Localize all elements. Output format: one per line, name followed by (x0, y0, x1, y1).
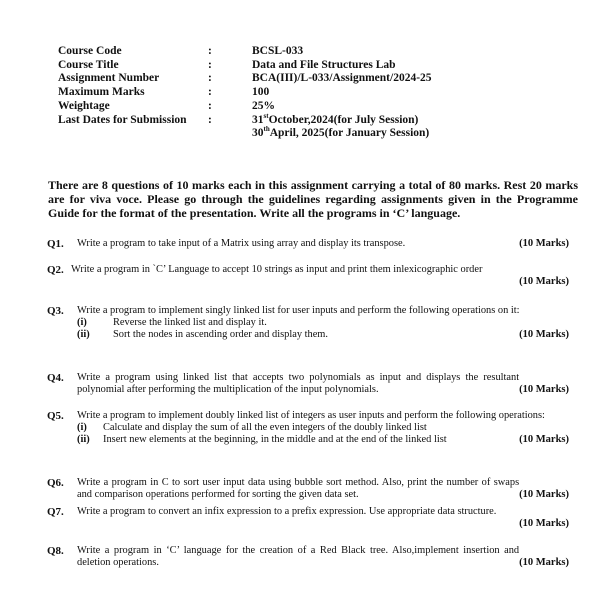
course-code-label: Course Code (58, 45, 122, 57)
question-number: Q3. (47, 305, 64, 317)
sub-question-ii (77, 434, 569, 446)
question-4 (47, 372, 569, 396)
question-text: Write a program in ‘C’ language for the creation of a Red Black tree. Also,implement insertion and deletion operations. (77, 545, 520, 568)
question-text: Write a program in C to sort user input data using bubble sort method. Also, print the number of swaps and comparison operations performed for sorting the given data set. (77, 477, 520, 500)
date-rest: April, 2025(for January Session) (269, 127, 430, 140)
sub-question-text: Sort the nodes in ascending order and display them. (113, 329, 328, 340)
last-date-january (252, 127, 429, 141)
question-text: Write a program to convert an infix expression to a prefix expression. Use appropriate data structure. (77, 506, 497, 517)
sub-question-ii (77, 329, 569, 341)
question-number: Q4. (47, 372, 64, 384)
last-dates-label: Last Dates for Submission (58, 113, 187, 126)
question-7 (47, 506, 569, 530)
weightage-value: 25% (252, 99, 275, 112)
question-3 (47, 305, 569, 341)
colon: : (208, 72, 212, 85)
date-day: 31 (252, 113, 264, 126)
last-date-july (252, 111, 419, 128)
question-marks: (10 Marks) (519, 557, 569, 568)
question-text: Write a program to take input of a Matrix using array and display its transpose. (77, 238, 406, 249)
question-marks: (10 Marks) (519, 329, 569, 340)
question-number: Q7. (47, 506, 64, 518)
maximum-marks-label: Maximum Marks (58, 86, 145, 99)
date-suffix: st (263, 111, 269, 120)
question-marks: (10 Marks) (519, 238, 569, 249)
question-5 (47, 410, 569, 446)
question-2 (47, 264, 569, 288)
question-marks: (10 Marks) (519, 384, 569, 395)
question-1 (47, 238, 569, 250)
question-8 (47, 545, 569, 569)
assignment-instructions: There are 8 questions of 10 marks each in this assignment carrying a total of 80 marks. Rest 20 marks are for viva voce. Please go through the guidelines regarding assignments given in the Programme Guide for the format of the presentation. Write all the programs in ‘C’ language. (48, 178, 578, 221)
question-text: Write a program in `C’ Language to accept 10 strings as input and print them inlexicographic order (71, 264, 483, 275)
course-title-row (58, 59, 432, 73)
question-number: Q8. (47, 545, 64, 557)
colon: : (208, 45, 212, 57)
colon: : (208, 99, 212, 112)
question-text: Write a program to implement doubly linked list of integers as user inputs and perform the following operations: (77, 410, 545, 421)
course-title-value: Data and File Structures Lab (252, 58, 396, 71)
colon: : (208, 113, 212, 126)
course-title-label: Course Title (58, 58, 119, 71)
date-day: 30 (252, 127, 264, 140)
maximum-marks-row (58, 86, 432, 100)
sub-question-number: (i) (77, 422, 87, 433)
question-number: Q1. (47, 238, 64, 250)
question-text: Write a program to implement singly linked list for user inputs and perform the following operations on it: (77, 305, 520, 316)
weightage-row (58, 100, 432, 114)
course-info-table (58, 45, 432, 141)
last-dates-row-2 (58, 127, 432, 141)
question-marks: (10 Marks) (519, 518, 569, 529)
question-marks: (10 Marks) (519, 276, 569, 287)
sub-question-text: Insert new elements at the beginning, in the middle and at the end of the linked list (103, 434, 447, 445)
sub-question-text: Reverse the linked list and display it. (113, 317, 267, 328)
question-text: Write a program using linked list that accepts two polynomials as input and displays the resultant polynomial after performing the multiplication of the input polynomials. (77, 372, 520, 395)
question-number: Q5. (47, 410, 64, 422)
sub-question-number: (i) (77, 317, 87, 328)
sub-question-i (77, 317, 569, 329)
question-marks: (10 Marks) (519, 489, 569, 500)
assignment-number-value: BCA(III)/L-033/Assignment/2024-25 (252, 72, 432, 85)
colon: : (208, 58, 212, 71)
date-suffix: th (263, 125, 270, 134)
date-rest: October,2024(for July Session) (268, 113, 419, 126)
assignment-number-label: Assignment Number (58, 72, 160, 85)
question-marks: (10 Marks) (519, 434, 569, 445)
question-number: Q6. (47, 477, 64, 489)
question-6 (47, 477, 569, 501)
sub-question-number: (ii) (77, 329, 90, 340)
sub-question-i (77, 422, 569, 434)
question-number: Q2. (47, 264, 64, 276)
colon: : (208, 86, 212, 99)
last-dates-row (58, 111, 432, 128)
course-code-value: BCSL-033 (252, 45, 304, 57)
assignment-number-row (58, 72, 432, 86)
sub-question-text: Calculate and display the sum of all the even integers of the doubly linked list (103, 422, 427, 433)
course-code-row (58, 45, 432, 59)
sub-question-number: (ii) (77, 434, 90, 445)
maximum-marks-value: 100 (252, 86, 270, 99)
weightage-label: Weightage (58, 99, 110, 112)
